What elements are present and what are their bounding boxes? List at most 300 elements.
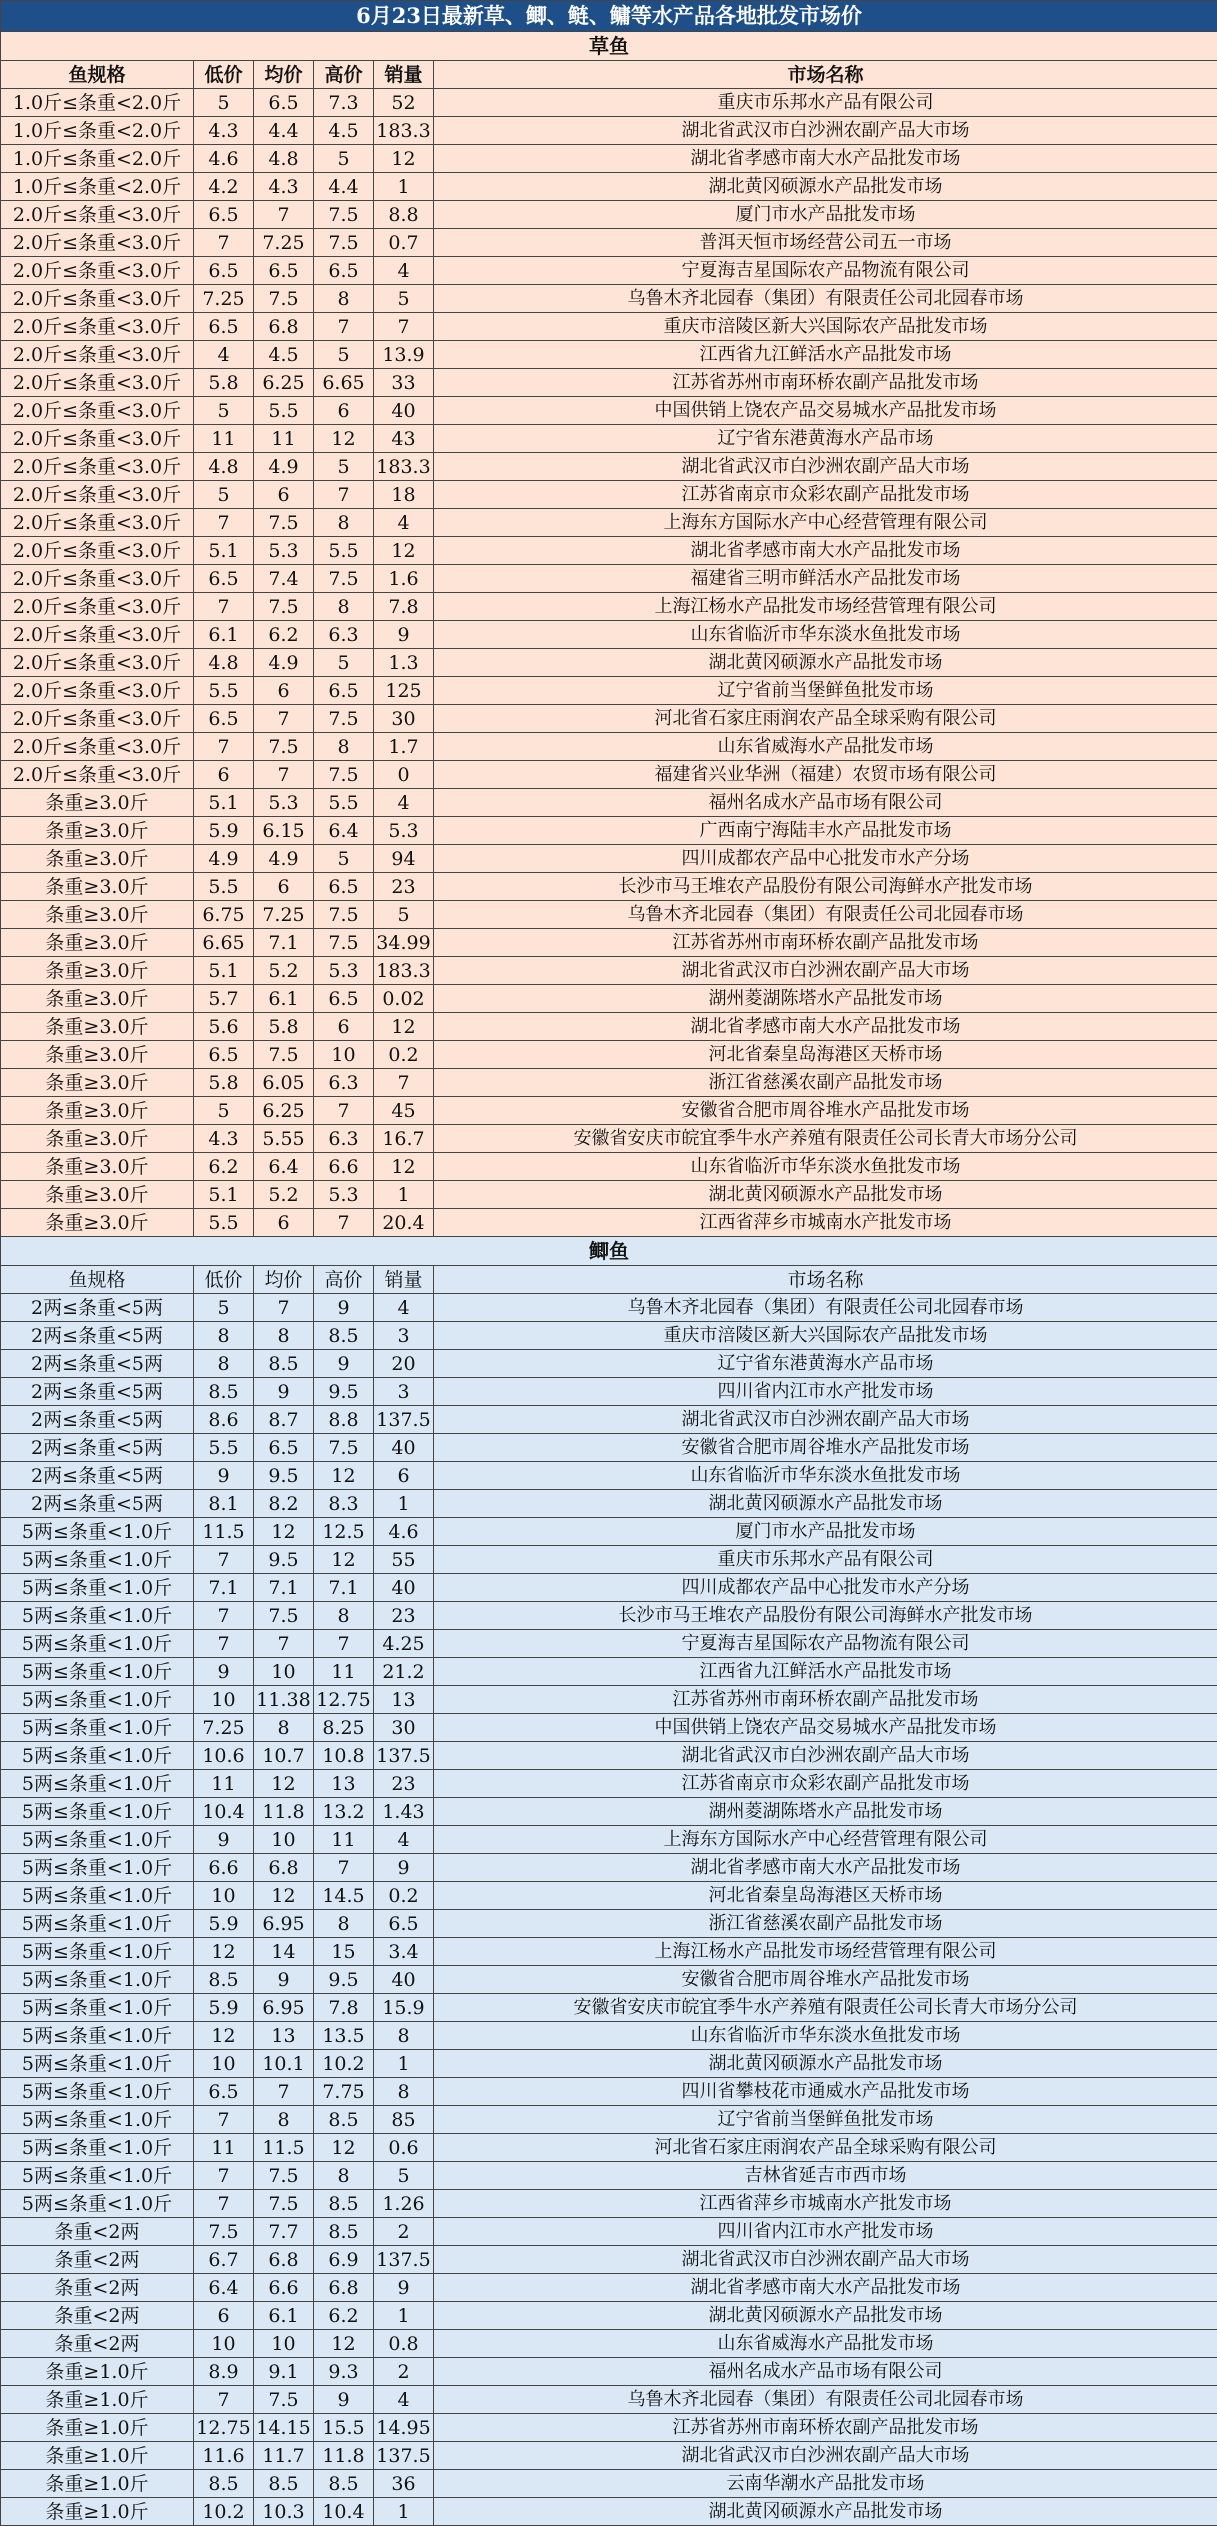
table-row [1,957,1217,985]
low-price-cell: 12.75 [194,2414,254,2442]
high-price-cell: 8 [314,285,374,313]
low-price-cell: 5.8 [194,1069,254,1097]
low-price-cell: 5 [194,1097,254,1125]
spec-cell: 条重<2两 [1,2302,194,2330]
table-row [1,313,1217,341]
table-row [1,1097,1217,1125]
high-price-cell: 6.3 [314,1125,374,1153]
high-price-cell: 6.5 [314,257,374,285]
volume-cell: 12 [374,1153,434,1181]
high-price-cell: 12 [314,1546,374,1574]
high-price-cell: 8.3 [314,1490,374,1518]
high-price-cell: 4.5 [314,117,374,145]
volume-cell: 2 [374,2218,434,2246]
table-row [1,1686,1217,1714]
spec-cell: 5两≤条重<1.0斤 [1,2190,194,2218]
market-cell: 湖州菱湖陈塔水产品批发市场 [434,1798,1217,1826]
spec-cell: 条重≥3.0斤 [1,817,194,845]
spec-cell: 5两≤条重<1.0斤 [1,2022,194,2050]
table-row [1,1153,1217,1181]
avg-price-cell: 11.38 [254,1686,314,1714]
column-header: 低价 [194,61,254,89]
market-cell: 安徽省合肥市周谷堆水产品批发市场 [434,1434,1217,1462]
volume-cell: 9 [374,2274,434,2302]
avg-price-cell: 7.5 [254,2162,314,2190]
volume-cell: 8 [374,2078,434,2106]
table-row [1,89,1217,117]
avg-price-cell: 7.25 [254,229,314,257]
high-price-cell: 7.5 [314,201,374,229]
low-price-cell: 6.5 [194,1041,254,1069]
low-price-cell: 7 [194,1602,254,1630]
low-price-cell: 6.5 [194,201,254,229]
high-price-cell: 12 [314,425,374,453]
spec-cell: 2两≤条重<5两 [1,1378,194,1406]
avg-price-cell: 6.5 [254,89,314,117]
table-row [1,873,1217,901]
spec-cell: 条重≥3.0斤 [1,929,194,957]
high-price-cell: 5.3 [314,957,374,985]
volume-cell: 1.3 [374,649,434,677]
high-price-cell: 7 [314,1097,374,1125]
volume-cell: 9 [374,1854,434,1882]
spec-cell: 条重≥1.0斤 [1,2498,194,2526]
table-row [1,173,1217,201]
avg-price-cell: 9.5 [254,1546,314,1574]
high-price-cell: 12.5 [314,1518,374,1546]
market-cell: 湖北省孝感市南大水产品批发市场 [434,1013,1217,1041]
high-price-cell: 8.5 [314,2218,374,2246]
market-cell: 四川省内江市水产批发市场 [434,1378,1217,1406]
avg-price-cell: 9.5 [254,1462,314,1490]
table-row [1,2274,1217,2302]
low-price-cell: 8 [194,1350,254,1378]
volume-cell: 0.8 [374,2330,434,2358]
avg-price-cell: 8 [254,1322,314,1350]
high-price-cell: 6.6 [314,1153,374,1181]
volume-cell: 85 [374,2106,434,2134]
avg-price-cell: 7.5 [254,2386,314,2414]
table-row [1,2078,1217,2106]
spec-cell: 2.0斤≤条重<3.0斤 [1,593,194,621]
avg-price-cell: 5.55 [254,1125,314,1153]
avg-price-cell: 7.5 [254,733,314,761]
high-price-cell: 8.5 [314,2190,374,2218]
high-price-cell: 12 [314,1462,374,1490]
market-cell: 山东省临沂市华东淡水鱼批发市场 [434,1153,1217,1181]
table-row [1,425,1217,453]
volume-cell: 8 [374,2022,434,2050]
high-price-cell: 7 [314,481,374,509]
spec-cell: 5两≤条重<1.0斤 [1,2134,194,2162]
low-price-cell: 10 [194,2050,254,2078]
high-price-cell: 5 [314,453,374,481]
high-price-cell: 13 [314,1770,374,1798]
low-price-cell: 5.9 [194,1910,254,1938]
spec-cell: 5两≤条重<1.0斤 [1,1518,194,1546]
spec-cell: 1.0斤≤条重<2.0斤 [1,117,194,145]
avg-price-cell: 6.05 [254,1069,314,1097]
volume-cell: 13.9 [374,341,434,369]
low-price-cell: 11 [194,1770,254,1798]
high-price-cell: 6.3 [314,1069,374,1097]
spec-cell: 5两≤条重<1.0斤 [1,1546,194,1574]
volume-cell: 4.6 [374,1518,434,1546]
market-cell: 河北省秦皇岛海港区天桥市场 [434,1882,1217,1910]
market-cell: 重庆市涪陵区新大兴国际农产品批发市场 [434,1322,1217,1350]
low-price-cell: 5.8 [194,369,254,397]
table-row [1,901,1217,929]
spec-cell: 条重≥3.0斤 [1,901,194,929]
volume-cell: 5 [374,2162,434,2190]
avg-price-cell: 5.3 [254,537,314,565]
high-price-cell: 8.5 [314,2106,374,2134]
volume-cell: 23 [374,873,434,901]
high-price-cell: 5 [314,649,374,677]
high-price-cell: 6.5 [314,985,374,1013]
table-row [1,145,1217,173]
market-cell: 湖北省武汉市白沙洲农副产品大市场 [434,117,1217,145]
spec-cell: 条重≥3.0斤 [1,1097,194,1125]
avg-price-cell: 6.95 [254,1910,314,1938]
low-price-cell: 7 [194,509,254,537]
high-price-cell: 8 [314,1910,374,1938]
column-header: 市场名称 [434,61,1217,89]
avg-price-cell: 8 [254,2106,314,2134]
spec-cell: 5两≤条重<1.0斤 [1,1854,194,1882]
low-price-cell: 4.3 [194,117,254,145]
market-cell: 湖北黄冈硕源水产品批发市场 [434,173,1217,201]
high-price-cell: 6.4 [314,817,374,845]
spec-cell: 2.0斤≤条重<3.0斤 [1,453,194,481]
high-price-cell: 7.5 [314,565,374,593]
table-row [1,2414,1217,2442]
volume-cell: 33 [374,369,434,397]
low-price-cell: 5.9 [194,817,254,845]
volume-cell: 0.2 [374,1041,434,1069]
avg-price-cell: 7.5 [254,593,314,621]
market-cell: 上海江杨水产品批发市场经营管理有限公司 [434,593,1217,621]
table-row [1,2470,1217,2498]
spec-cell: 2两≤条重<5两 [1,1294,194,1322]
low-price-cell: 8.5 [194,1378,254,1406]
market-cell: 乌鲁木齐北园春（集团）有限责任公司北园春市场 [434,901,1217,929]
section-title-row [1,1237,1217,1266]
market-cell: 江苏省苏州市南环桥农副产品批发市场 [434,2414,1217,2442]
spec-cell: 2.0斤≤条重<3.0斤 [1,509,194,537]
high-price-cell: 8.5 [314,2470,374,2498]
avg-price-cell: 13 [254,2022,314,2050]
table-row [1,1322,1217,1350]
volume-cell: 1 [374,173,434,201]
avg-price-cell: 6.15 [254,817,314,845]
spec-cell: 条重≥3.0斤 [1,1041,194,1069]
spec-cell: 2.0斤≤条重<3.0斤 [1,369,194,397]
volume-cell: 34.99 [374,929,434,957]
market-cell: 四川成都农产品中心批发市水产分场 [434,1574,1217,1602]
table-row [1,1490,1217,1518]
high-price-cell: 6.3 [314,621,374,649]
low-price-cell: 7 [194,1546,254,1574]
market-cell: 吉林省延吉市西市场 [434,2162,1217,2190]
high-price-cell: 5.5 [314,789,374,817]
volume-cell: 8.8 [374,201,434,229]
market-cell: 安徽省合肥市周谷堆水产品批发市场 [434,1097,1217,1125]
volume-cell: 30 [374,705,434,733]
spec-cell: 条重≥3.0斤 [1,789,194,817]
market-cell: 辽宁省东港黄海水产品市场 [434,425,1217,453]
market-cell: 湖北黄冈硕源水产品批发市场 [434,649,1217,677]
spec-cell: 2两≤条重<5两 [1,1434,194,1462]
spec-cell: 条重<2两 [1,2330,194,2358]
table-row [1,2190,1217,2218]
table-row [1,453,1217,481]
spec-cell: 5两≤条重<1.0斤 [1,1602,194,1630]
avg-price-cell: 4.9 [254,845,314,873]
section-title: 草鱼 [1,32,1217,61]
table-row [1,733,1217,761]
spec-cell: 条重≥1.0斤 [1,2442,194,2470]
spec-cell: 条重≥1.0斤 [1,2470,194,2498]
market-cell: 四川省攀枝花市通威水产品批发市场 [434,2078,1217,2106]
market-cell: 河北省石家庄雨润农产品全球采购有限公司 [434,2134,1217,2162]
low-price-cell: 8 [194,1322,254,1350]
volume-cell: 4 [374,509,434,537]
table-row [1,985,1217,1013]
avg-price-cell: 7.5 [254,2190,314,2218]
spec-cell: 2.0斤≤条重<3.0斤 [1,397,194,425]
low-price-cell: 12 [194,1938,254,1966]
high-price-cell: 8 [314,593,374,621]
avg-price-cell: 7 [254,2078,314,2106]
avg-price-cell: 14.15 [254,2414,314,2442]
market-cell: 四川成都农产品中心批发市水产分场 [434,845,1217,873]
avg-price-cell: 10.3 [254,2498,314,2526]
avg-price-cell: 7 [254,1630,314,1658]
market-cell: 辽宁省东港黄海水产品市场 [434,1350,1217,1378]
high-price-cell: 7.5 [314,901,374,929]
avg-price-cell: 7.5 [254,1041,314,1069]
table-row [1,1742,1217,1770]
market-cell: 长沙市马王堆农产品股份有限公司海鲜水产批发市场 [434,873,1217,901]
low-price-cell: 5 [194,1294,254,1322]
low-price-cell: 4 [194,341,254,369]
high-price-cell: 7 [314,313,374,341]
high-price-cell: 8.8 [314,1406,374,1434]
table-row [1,929,1217,957]
high-price-cell: 9.5 [314,1378,374,1406]
volume-cell: 0.02 [374,985,434,1013]
avg-price-cell: 5.8 [254,1013,314,1041]
high-price-cell: 12 [314,2134,374,2162]
table-row [1,2218,1217,2246]
volume-cell: 1.26 [374,2190,434,2218]
low-price-cell: 7 [194,2162,254,2190]
market-cell: 湖北省武汉市白沙洲农副产品大市场 [434,2246,1217,2274]
high-price-cell: 9 [314,1350,374,1378]
market-cell: 四川省内江市水产批发市场 [434,2218,1217,2246]
spec-cell: 5两≤条重<1.0斤 [1,1574,194,1602]
spec-cell: 5两≤条重<1.0斤 [1,1826,194,1854]
market-cell: 浙江省慈溪农副产品批发市场 [434,1910,1217,1938]
avg-price-cell: 6.25 [254,369,314,397]
volume-cell: 4 [374,1294,434,1322]
table-row [1,2498,1217,2526]
avg-price-cell: 12 [254,1518,314,1546]
high-price-cell: 10.8 [314,1742,374,1770]
volume-cell: 3 [374,1322,434,1350]
market-cell: 江苏省南京市众彩农副产品批发市场 [434,1770,1217,1798]
market-cell: 重庆市乐邦水产品有限公司 [434,89,1217,117]
volume-cell: 4 [374,257,434,285]
section-title-row [1,32,1217,61]
volume-cell: 137.5 [374,1742,434,1770]
avg-price-cell: 4.8 [254,145,314,173]
volume-cell: 14.95 [374,2414,434,2442]
low-price-cell: 9 [194,1826,254,1854]
low-price-cell: 7.25 [194,285,254,313]
high-price-cell: 7.5 [314,705,374,733]
spec-cell: 条重≥3.0斤 [1,985,194,1013]
market-cell: 云南华潮水产品批发市场 [434,2470,1217,2498]
table-row [1,1938,1217,1966]
volume-cell: 183.3 [374,453,434,481]
table-row [1,565,1217,593]
market-cell: 山东省临沂市华东淡水鱼批发市场 [434,621,1217,649]
high-price-cell: 6.2 [314,2302,374,2330]
spec-cell: 2两≤条重<5两 [1,1322,194,1350]
low-price-cell: 8.1 [194,1490,254,1518]
table-row [1,1658,1217,1686]
table-row [1,1013,1217,1041]
avg-price-cell: 6.2 [254,621,314,649]
avg-price-cell: 7.5 [254,285,314,313]
avg-price-cell: 7 [254,761,314,789]
volume-cell: 16.7 [374,1125,434,1153]
avg-price-cell: 5.2 [254,1181,314,1209]
table-row [1,2386,1217,2414]
market-cell: 长沙市马王堆农产品股份有限公司海鲜水产批发市场 [434,1602,1217,1630]
spec-cell: 2.0斤≤条重<3.0斤 [1,537,194,565]
low-price-cell: 6.5 [194,313,254,341]
spec-cell: 条重≥3.0斤 [1,845,194,873]
market-cell: 福建省三明市鲜活水产品批发市场 [434,565,1217,593]
market-cell: 厦门市水产品批发市场 [434,1518,1217,1546]
market-cell: 湖北黄冈硕源水产品批发市场 [434,2050,1217,2078]
volume-cell: 0 [374,761,434,789]
table-row [1,789,1217,817]
avg-price-cell: 7.5 [254,509,314,537]
table-row [1,257,1217,285]
volume-cell: 5.3 [374,817,434,845]
avg-price-cell: 8.7 [254,1406,314,1434]
spec-cell: 2.0斤≤条重<3.0斤 [1,677,194,705]
high-price-cell: 11 [314,1826,374,1854]
table-row [1,397,1217,425]
volume-cell: 7.8 [374,593,434,621]
table-row [1,1630,1217,1658]
volume-cell: 40 [374,1434,434,1462]
low-price-cell: 6 [194,2302,254,2330]
avg-price-cell: 6 [254,677,314,705]
high-price-cell: 9.3 [314,2358,374,2386]
market-cell: 湖北省孝感市南大水产品批发市场 [434,1854,1217,1882]
spec-cell: 5两≤条重<1.0斤 [1,1770,194,1798]
spec-cell: 2两≤条重<5两 [1,1406,194,1434]
high-price-cell: 8 [314,1602,374,1630]
low-price-cell: 11 [194,425,254,453]
table-row [1,1546,1217,1574]
avg-price-cell: 8.5 [254,1350,314,1378]
high-price-cell: 6.8 [314,2274,374,2302]
low-price-cell: 5.1 [194,957,254,985]
avg-price-cell: 11.8 [254,1798,314,1826]
high-price-cell: 6 [314,397,374,425]
avg-price-cell: 10 [254,2330,314,2358]
spec-cell: 条重≥3.0斤 [1,1181,194,1209]
column-header: 高价 [314,1266,374,1294]
page-title: 6月23日最新草、鲫、鲢、鳙等水产品各地批发市场价 [1,1,1217,32]
spec-cell: 5两≤条重<1.0斤 [1,1714,194,1742]
volume-cell: 4.25 [374,1630,434,1658]
table-row [1,1041,1217,1069]
market-cell: 湖北省孝感市南大水产品批发市场 [434,2274,1217,2302]
column-header: 销量 [374,61,434,89]
table-row [1,1518,1217,1546]
low-price-cell: 11.5 [194,1518,254,1546]
volume-cell: 3.4 [374,1938,434,1966]
low-price-cell: 5.1 [194,1181,254,1209]
market-cell: 河北省石家庄雨润农产品全球采购有限公司 [434,705,1217,733]
avg-price-cell: 6.25 [254,1097,314,1125]
market-cell: 湖北省武汉市白沙洲农副产品大市场 [434,2442,1217,2470]
market-cell: 福州名成水产品市场有限公司 [434,2358,1217,2386]
low-price-cell: 5.6 [194,1013,254,1041]
table-row [1,2246,1217,2274]
avg-price-cell: 6.5 [254,257,314,285]
low-price-cell: 6.75 [194,901,254,929]
volume-cell: 7 [374,313,434,341]
volume-cell: 13 [374,1686,434,1714]
volume-cell: 18 [374,481,434,509]
spec-cell: 2.0斤≤条重<3.0斤 [1,229,194,257]
low-price-cell: 9 [194,1462,254,1490]
volume-cell: 1 [374,2498,434,2526]
table-row [1,1994,1217,2022]
spec-cell: 5两≤条重<1.0斤 [1,1686,194,1714]
low-price-cell: 10 [194,1686,254,1714]
table-row [1,1350,1217,1378]
avg-price-cell: 6.8 [254,313,314,341]
avg-price-cell: 6.1 [254,985,314,1013]
spec-cell: 条重<2两 [1,2218,194,2246]
low-price-cell: 6.65 [194,929,254,957]
volume-cell: 36 [374,2470,434,2498]
market-cell: 湖北黄冈硕源水产品批发市场 [434,2302,1217,2330]
high-price-cell: 7.5 [314,229,374,257]
avg-price-cell: 10 [254,1826,314,1854]
volume-cell: 52 [374,89,434,117]
spec-cell: 条重≥3.0斤 [1,1069,194,1097]
table-row [1,761,1217,789]
market-cell: 乌鲁木齐北园春（集团）有限责任公司北园春市场 [434,1294,1217,1322]
high-price-cell: 8 [314,2162,374,2190]
table-row [1,621,1217,649]
volume-cell: 1.6 [374,565,434,593]
column-header: 鱼规格 [1,1266,194,1294]
volume-cell: 5 [374,285,434,313]
spec-cell: 条重≥3.0斤 [1,1209,194,1237]
